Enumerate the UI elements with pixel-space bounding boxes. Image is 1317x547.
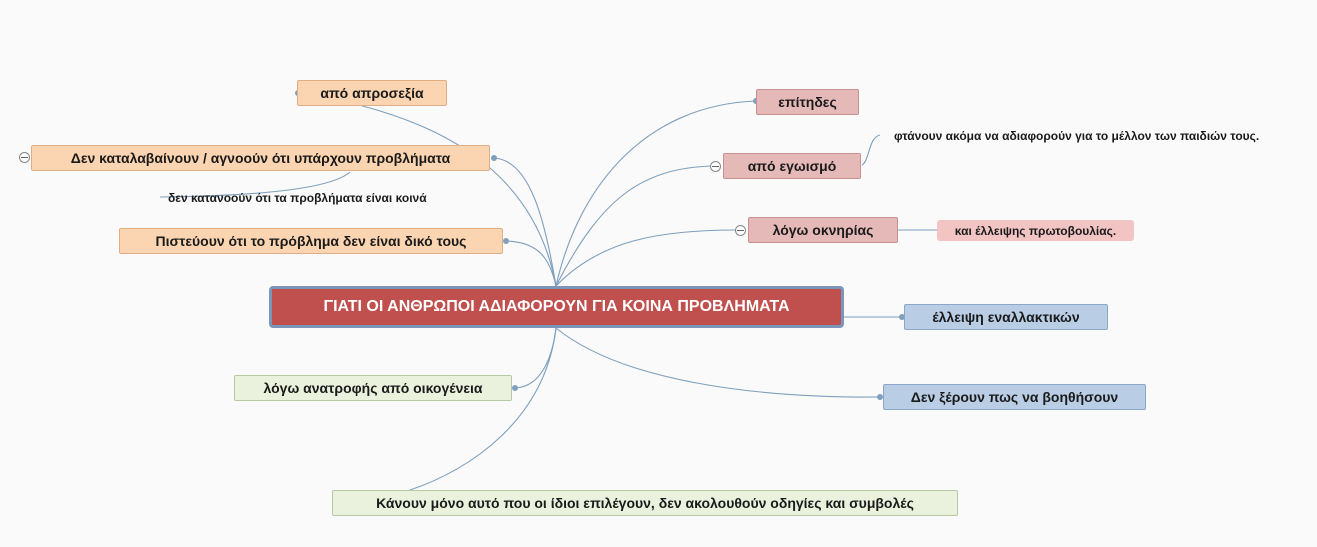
collapse-selfishness-icon[interactable] bbox=[710, 161, 721, 172]
connector-on-purpose bbox=[556, 101, 756, 286]
dot-not-understand bbox=[491, 155, 497, 161]
dot-upbringing bbox=[512, 385, 518, 391]
collapse-not-understand-icon[interactable] bbox=[19, 152, 30, 163]
topic-no-alternatives[interactable]: έλλειψη εναλλακτικών bbox=[904, 304, 1108, 330]
right-connectors bbox=[556, 101, 937, 397]
topic-laziness[interactable]: λόγω οκνηρίας bbox=[748, 217, 898, 243]
connector-dont-know-how bbox=[556, 328, 880, 397]
note-laziness[interactable]: και έλλειψης πρωτοβουλίας. bbox=[937, 220, 1134, 241]
connector-carelessness bbox=[298, 93, 556, 286]
topic-upbringing[interactable]: λόγω ανατροφής από οικογένεια bbox=[234, 375, 512, 401]
topic-carelessness[interactable]: από απροσεξία bbox=[297, 80, 447, 106]
connector-own-choices bbox=[410, 328, 556, 490]
dot-not-their-problem bbox=[503, 238, 509, 244]
note-selfishness[interactable]: φτάνουν ακόμα να αδιαφορούν για το μέλλον των παιδιών τους. bbox=[894, 129, 1260, 143]
connector-selfishness bbox=[556, 166, 713, 286]
connector-not-understand bbox=[494, 158, 556, 286]
connector-laziness bbox=[556, 230, 737, 286]
note-not-understand[interactable]: δεν κατανοούν ότι τα προβλήματα είναι κοινά bbox=[168, 191, 427, 205]
connector-selfishness-note bbox=[862, 135, 880, 165]
topic-not-their-problem[interactable]: Πιστεύουν ότι το πρόβλημα δεν είναι δικό τους bbox=[119, 228, 503, 254]
central-topic[interactable]: ΓΙΑΤΙ ΟΙ ΑΝΘΡΩΠΟΙ ΑΔΙΑΦΟΡΟΥΝ ΓΙΑ ΚΟΙΝΑ ΠΡΟΒΛΗΜΑΤΑ bbox=[269, 286, 844, 328]
topic-selfishness[interactable]: από εγωισμό bbox=[723, 153, 861, 179]
topic-on-purpose[interactable]: επίτηδες bbox=[756, 89, 859, 115]
topic-dont-know-how[interactable]: Δεν ξέρουν πως να βοηθήσουν bbox=[883, 384, 1146, 410]
topic-own-choices[interactable]: Κάνουν μόνο αυτό που οι ίδιοι επιλέγουν, δεν ακολουθούν οδηγίες και συμβολές bbox=[332, 490, 958, 516]
collapse-laziness-icon[interactable] bbox=[735, 225, 746, 236]
topic-not-understand[interactable]: Δεν καταλαβαίνουν / αγνοούν ότι υπάρχουν προβλήματα bbox=[31, 145, 490, 171]
